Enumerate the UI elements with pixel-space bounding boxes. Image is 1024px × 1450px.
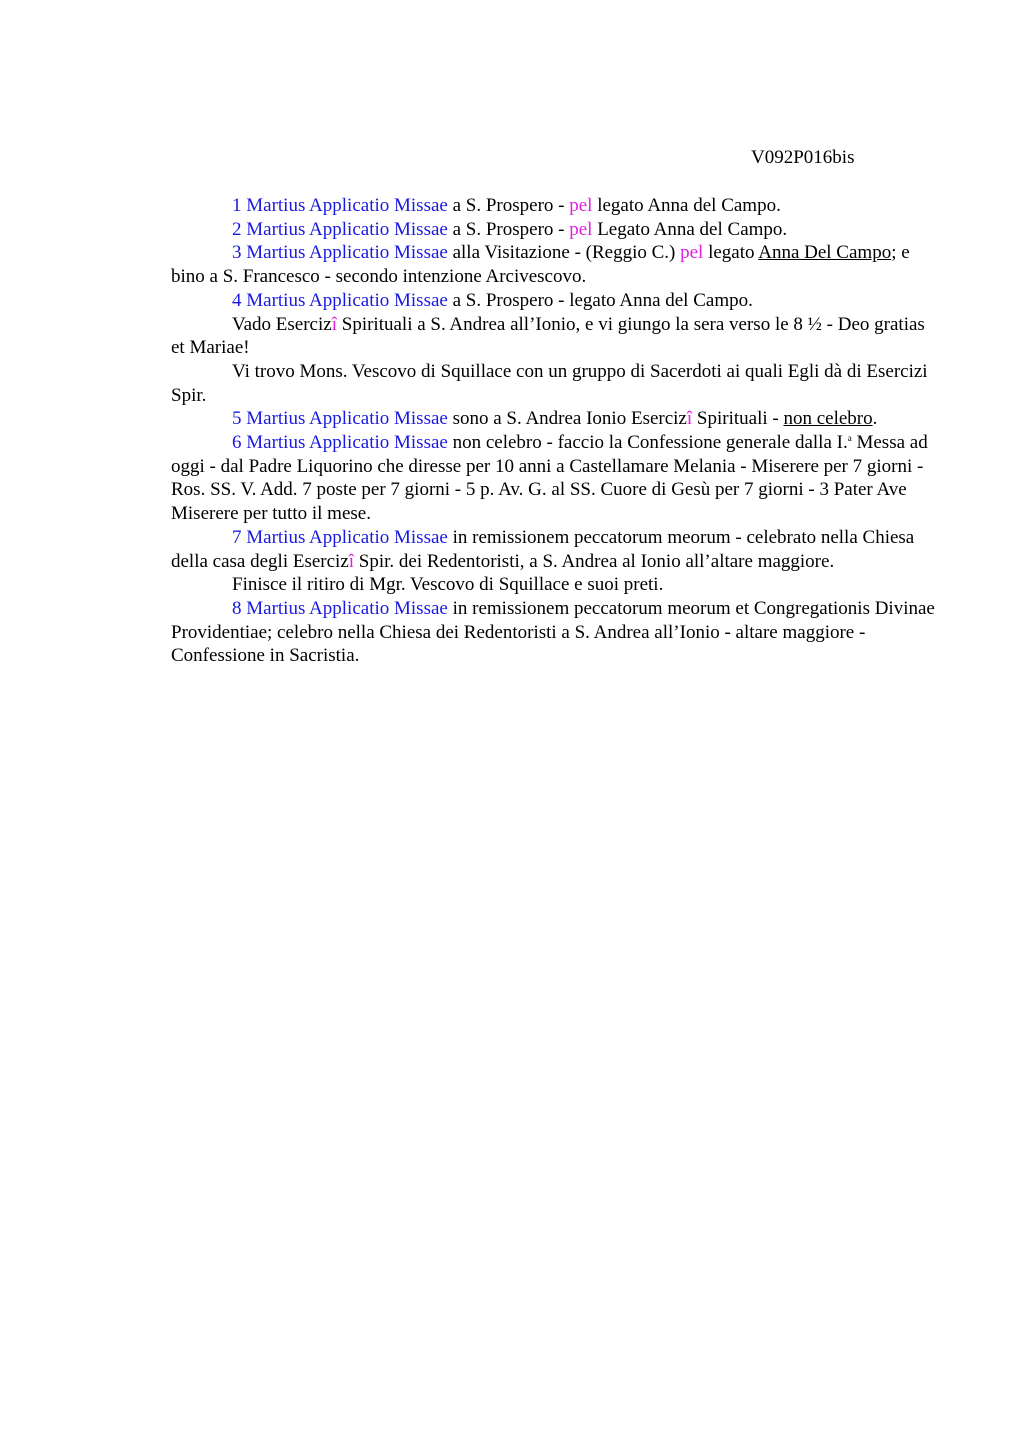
highlighted-word: pel — [569, 195, 593, 216]
entry-date-header: 6 Martius Applicatio Missae — [232, 432, 448, 454]
entry-text: alla Visitazione - (Reggio C.) — [447, 242, 681, 264]
superscript: a — [847, 433, 852, 444]
entry-date-header: 1 Martius Applicatio Missae — [232, 195, 448, 216]
diary-entry-4 — [171, 289, 936, 313]
highlighted-char: î — [686, 408, 693, 430]
highlighted-char: î — [348, 550, 355, 572]
entry-text: Finisce il ritiro di Mgr. Vescovo di Squillace e suoi preti. — [232, 574, 664, 596]
entry-text: sono a S. Andrea Ionio Eserciz — [447, 408, 687, 430]
diary-entry-9 — [171, 526, 936, 573]
entry-text: Spirituali - — [692, 408, 784, 430]
diary-body — [171, 194, 936, 668]
entry-text: Spirituali a S. Andrea all’Ionio, e vi giungo la sera verso le 8 ½ - Deo gratias et Mariae! — [171, 313, 925, 359]
highlighted-word: pel — [680, 242, 704, 264]
page-id: V092P016bis — [751, 147, 855, 168]
diary-entry-1 — [171, 194, 936, 218]
entry-text: ; e bino a S. Francesco - secondo intenzione Arcivescovo. — [171, 242, 910, 288]
underlined-text: Anna Del Campo — [758, 242, 892, 264]
diary-entry-5 — [171, 313, 936, 360]
diary-entry-2 — [171, 218, 936, 242]
highlighted-char: î — [331, 313, 337, 335]
diary-entry-10 — [171, 573, 936, 597]
underlined-text: non celebro — [783, 408, 873, 430]
diary-entry-3 — [171, 241, 936, 288]
highlighted-word: pel — [569, 218, 593, 240]
entry-date-header: 4 Martius Applicatio Missae — [232, 289, 448, 311]
entry-text: non celebro - faccio la Confessione generale dalla I. — [447, 432, 848, 454]
entry-text: Vi trovo Mons. Vescovo di Squillace con un gruppo di Sacerdoti ai quali Egli dà di Esercizi Spir. — [171, 360, 928, 406]
entry-text: in remissionem peccatorum meorum et Congregationis Divinae Providentiae; celebro nella Chiesa dei Redentoristi a S. Andrea all’Ionio - altare maggiore - Confessione in Sacristia. — [171, 597, 935, 667]
entry-text: . — [872, 408, 878, 430]
diary-entry-8 — [171, 431, 936, 526]
entry-date-header: 7 Martius Applicatio Missae — [232, 526, 448, 548]
entry-date-header: 5 Martius Applicatio Missae — [232, 408, 448, 430]
entry-text: a S. Prospero - legato Anna del Campo. — [447, 289, 753, 311]
entry-text: Legato Anna del Campo. — [592, 218, 788, 240]
entry-text: Messa ad oggi - dal Padre Liquorino che diresse per 10 anni a Castellamare Melania - Miserere per 7 giorni - Ros. SS. V. Add. 7 poste per 7 giorni - 5 p. Av. G. al SS. Cuore di Gesù per 7 giorni - 3 Pater Ave Miserere per tutto il mese. — [171, 432, 928, 525]
entry-date-header: 3 Martius Applicatio Missae — [232, 242, 448, 264]
diary-entry-7 — [171, 407, 936, 431]
entry-text: legato Anna del Campo. — [592, 195, 781, 216]
entry-date-header: 2 Martius Applicatio Missae — [232, 218, 448, 240]
diary-entry-6 — [171, 360, 936, 407]
entry-text: a S. Prospero - — [447, 195, 570, 216]
entry-text: in remissionem peccatorum meorum - celebrato nella Chiesa della casa degli Eserciz — [171, 526, 915, 572]
diary-entry-11 — [171, 597, 936, 668]
entry-text: Vado Eserciz — [232, 313, 332, 335]
entry-text: a S. Prospero - — [447, 218, 570, 240]
entry-date-header: 8 Martius Applicatio Missae — [232, 597, 448, 619]
entry-text: legato — [703, 242, 759, 264]
entry-text: Spir. dei Redentoristi, a S. Andrea al Ionio all’altare maggiore. — [354, 550, 835, 572]
